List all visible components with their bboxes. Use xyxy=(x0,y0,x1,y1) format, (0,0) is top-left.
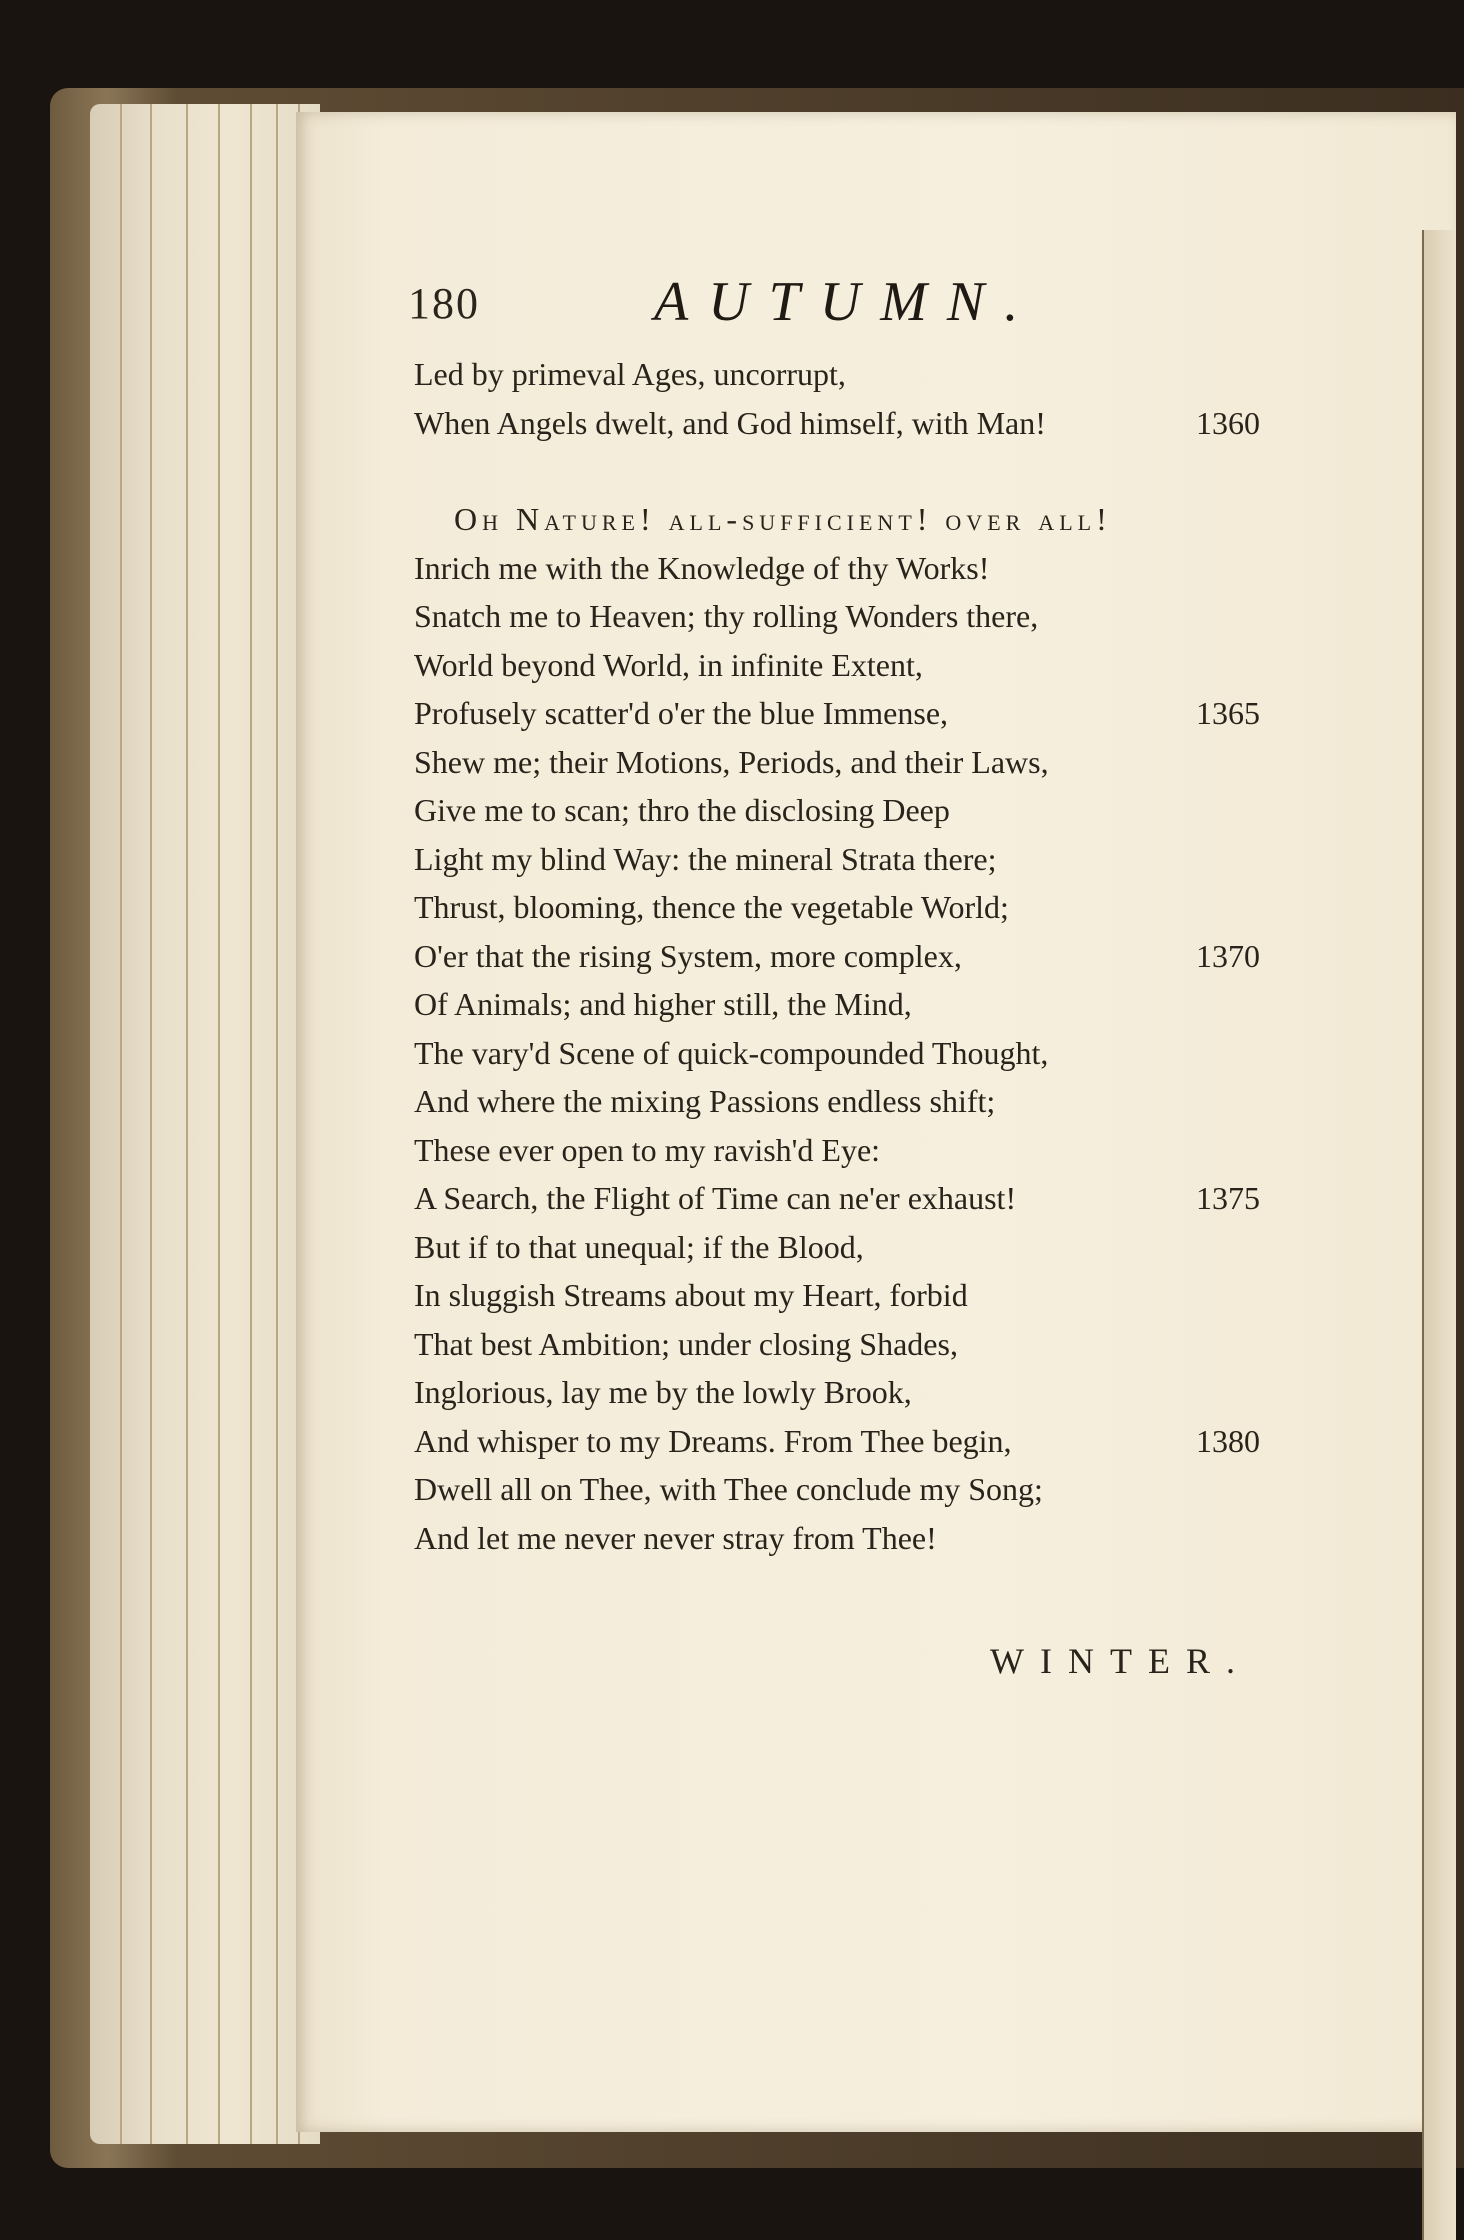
poem-line: But if to that unequal; if the Blood, xyxy=(414,1228,864,1265)
catchword: WINTER. xyxy=(990,1641,1251,1681)
poem-line: And let me never never stray from Thee! xyxy=(414,1519,937,1556)
poem-line: Of Animals; and higher still, the Mind, xyxy=(414,986,912,1022)
poem-line: In sluggish Streams about my Heart, forbid xyxy=(414,1277,968,1313)
poem-line: These ever open to my ravish'd Eye: xyxy=(414,1131,881,1168)
poem-line: Inglorious, lay me by the lowly Brook, xyxy=(414,1374,912,1410)
line-number: 1370 xyxy=(1196,937,1260,974)
facing-page-edge xyxy=(1422,230,1456,2240)
poem-line: That best Ambition; under closing Shades, xyxy=(414,1325,958,1362)
page-number: 180 xyxy=(408,279,480,328)
poem-line: Snatch me to Heaven; thy rolling Wonders there, xyxy=(414,598,1039,634)
poem-line: Profusely scatter'd o'er the blue Immense, 1365 xyxy=(414,689,1294,738)
poem-line: Oh Nature! all-sufficient! over all! xyxy=(454,501,1112,537)
poem-line: Led by primeval Ages, uncorrupt, xyxy=(414,356,846,392)
poem-line: World beyond World, in infinite Extent, xyxy=(414,646,923,683)
poem-line: Dwell all on Thee, with Thee conclude my Song; xyxy=(414,1471,1043,1507)
poem-line: Shew me; their Motions, Periods, and their Laws, xyxy=(414,743,1049,780)
poem-line: And whisper to my Dreams. From Thee begin, 1380 xyxy=(414,1417,1294,1466)
line-number: 1365 xyxy=(1196,695,1260,731)
poem-text xyxy=(414,350,1294,1562)
poem-line: The vary'd Scene of quick-compounded Thought, xyxy=(414,1034,1049,1071)
poem-line: Give me to scan; thro the disclosing Deep xyxy=(414,792,950,828)
poem-line: A Search, the Flight of Time can ne'er exhaust! 1375 xyxy=(414,1174,1294,1223)
line-number: 1375 xyxy=(1196,1180,1260,1216)
line-number: 1380 xyxy=(1196,1422,1260,1459)
running-title: AUTUMN. xyxy=(654,271,1039,333)
line-number: 1360 xyxy=(1196,404,1260,441)
poem-line: And where the mixing Passions endless shift; xyxy=(414,1083,996,1119)
poem-line: Light my blind Way: the mineral Strata there; xyxy=(414,840,997,877)
poem-line: When Angels dwelt, and God himself, with Man! 1360 xyxy=(414,399,1294,448)
poem-line: O'er that the rising System, more complex, 1370 xyxy=(414,932,1294,981)
poem-line: Thrust, blooming, thence the vegetable World; xyxy=(414,889,1009,925)
page-edges xyxy=(90,104,320,2144)
page-header xyxy=(408,270,1308,340)
poem-line: Inrich me with the Knowledge of thy Works! xyxy=(414,549,990,586)
